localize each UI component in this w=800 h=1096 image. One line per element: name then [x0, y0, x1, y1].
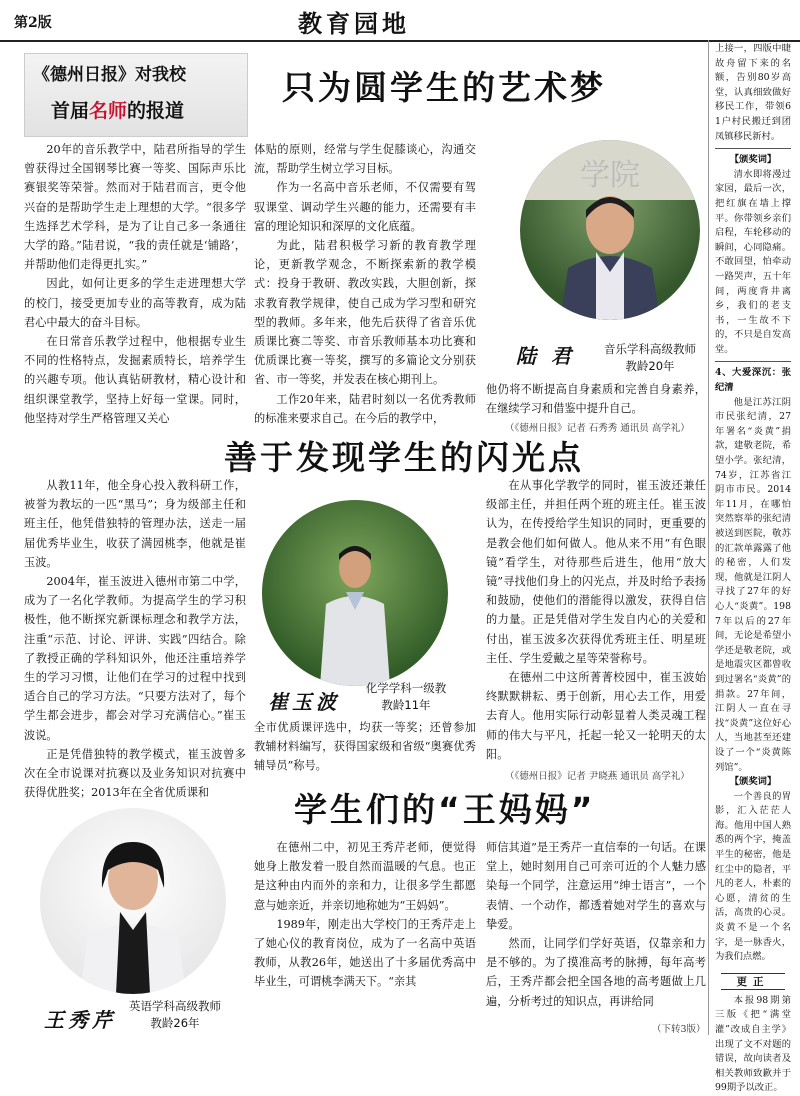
- article1-col1: [24, 140, 246, 428]
- teacher-signature-wangxiuqin: 王秀芹: [44, 1008, 116, 1032]
- award-label: 【颁奖词】: [729, 154, 777, 166]
- continued-note: （下转3版）: [652, 1024, 706, 1035]
- article2-col1: [24, 476, 246, 802]
- teacher-title: 音乐学科高级教师: [604, 342, 696, 356]
- teacher-years: 教龄26年: [150, 1016, 200, 1030]
- paragraph: 为此，陆君积极学习新的教育教学理论，更新教学观念，不断探索新的教学模式：投身于教研、教改实践，大胆创新，探求教育教学规律，使自己成为学习型和研究型的教师。多年来，他先后获得了省音乐优质课比赛二等奖、市音乐教师基本功比赛和优质课比赛一等奖，撰写的多篇论文分别获省、市一等奖，并发表在核心期刊上。: [254, 239, 476, 387]
- paragraph: 在从事化学教学的同时，崔玉波还兼任级部主任，并担任两个班的班主任。崔玉波认为，在传授给学生知识的同时，更重要的是教会他们如何做人。他从来不用“有色眼镜”看学生，对待那些后进生，他用“放大镜”寻找他们身上的闪光点，并及时给予表扬和鼓励，使他们的潜能得以激发，获得自信的力量。正是凭借对学生发自内心的关爱和付出，崔玉波多次获得优秀班主任、明星班主任、学生爱戴之星等荣誉称号。: [486, 479, 706, 665]
- teacher-title: 化学学科一级教: [365, 681, 447, 695]
- article2-col2: [254, 718, 476, 776]
- paragraph: 因此，如何让更多的学生走进理想大学的校门，接受更加专业的高等教育，成为陆君心中最大的奋斗目标。: [24, 277, 246, 329]
- paragraph: 工作20年来，陆君时刻以一名优秀教师的标准来要求自己。在今后的教学中，: [254, 392, 476, 425]
- paragraph: 1989年，刚走出大学校门的王秀芹走上了她心仪的教育岗位，成为了一名高中英语教师，从教26年，她送出了十多届优秀高中毕业生，可谓桃李满天下。“亲其: [254, 917, 476, 989]
- teacher-photo-lujun: [520, 140, 700, 320]
- paragraph: 20年的音乐教学中，陆君所指导的学生曾获得过全国钢琴比赛一等奖、国际声乐比赛银奖等荣誉。然而对于陆君而言，更令他兴奋的是帮助学生走上理想的大学。“很多学生选择艺术学科，是为了让自己多一条通往大学的路。”陆君说，“我的责任就是‘铺路’，并帮助他们走得更扎实。”: [24, 143, 246, 272]
- correction-text: 本报98期第三版《把“满堂灌”改成自主学》出现了文不对题的错误，故向读者及相关教师致歉并于99期予以改正。: [715, 994, 791, 1094]
- teacher-caption-wangxiuqin: [116, 998, 234, 1032]
- article1-col2: [254, 140, 476, 428]
- teacher-caption-lujun: [592, 341, 708, 375]
- divider: [715, 361, 791, 362]
- teacher-title: 英语学科高级教师: [129, 999, 221, 1013]
- page-number: 第2版: [14, 15, 52, 31]
- page-header: [0, 0, 800, 42]
- portrait-illustration: [520, 140, 700, 320]
- article3-title: 学生们的“王妈妈”: [294, 790, 596, 829]
- award-text: 一个善良的胃影，汇入茫茫人海。他用中国人熟悉的两个字，掩盖平生的秘密，他是红尘中的隐者，平凡的老人，朴素的心愿，清贫的生活，高贵的心灵。炎黄不是一个名字，是一脉香火，为我们点燃。: [715, 790, 791, 963]
- article1-credit: （《德州日报》记者 石秀秀 通讯员 高学礼）: [505, 423, 690, 434]
- portrait-illustration: [262, 500, 448, 686]
- section-title: 教育园地: [298, 9, 410, 38]
- sidebar-intro: 上接一，四版中睫故舟留下来的名额，告别80岁高堂，认真细致做好移民工作，带领61户村民搬迁到团凤镇移民新村。: [715, 43, 791, 142]
- paragraph: 在德州二中这所菁菁校园中，崔玉波始终默默耕耘、勇于创新，用心去工作，用爱去育人。他用实际行动彰显着人类灵魂工程师的伟大与平凡，托起一轮又一轮明天的太阳。: [486, 671, 706, 761]
- paragraph: 师信其道”是王秀芹一直信奉的一句话。在课堂上，她时刻用自己可亲可近的个人魅力感染每一个同学，注意运用“绅士语言”，一个表情、一个动作，都透着她对学生的喜欢与挚爱。: [486, 841, 706, 931]
- article1-col3: [486, 380, 706, 418]
- paragraph: 他仍将不断提高自身素质和完善自身素养，在继续学习和借鉴中提升自己。: [486, 383, 706, 416]
- article2-credit: （《德州日报》记者 尹晓燕 通讯员 高学礼）: [505, 771, 690, 782]
- teacher-years: 教龄11年: [381, 698, 431, 712]
- banner-highlight: 名师: [89, 100, 128, 122]
- award-label: 【颁奖词】: [729, 776, 777, 788]
- paragraph: 作为一名高中音乐老师，不仅需要有驾驭课堂、调动学生兴趣的能力，还需要有丰富的理论知识和深厚的文化底蕴。: [254, 181, 476, 233]
- report-banner: [24, 53, 248, 137]
- award-text: 清水即将漫过家园，最后一次，把红旗在墙上撑平。你带领乡亲们启程，车轮移动的瞬间，心同隐痛。不敢回望，怕牵动一路哭声，五十年间，两度背井离乡，我们的老支书，一生故不下的，不只是自发高堂。: [715, 168, 791, 355]
- paragraph: 从教11年，他全身心投入教科研工作，被誉为教坛的一匹“黑马”；身为级部主任和班主任，他凭借独特的管理办法，送走一届届优秀毕业生，收获了满园桃李，他就是崔玉波。: [24, 479, 246, 569]
- paragraph: 全市优质课评选中，均获一等奖；还曾参加教辅材料编写，获得国家级和省级“奥赛优秀辅导员”称号。: [254, 721, 476, 773]
- teacher-signature-lujun: 陆 君: [516, 344, 575, 368]
- article3-col2: [486, 838, 706, 1011]
- sidebar-content: [709, 40, 795, 1096]
- item4-title: 4、大爱深沉：张纪清: [715, 367, 791, 394]
- banner-prefix: 首届: [51, 100, 90, 122]
- paragraph: 体贴的原则，经常与学生促膝谈心，沟通交流，帮助学生树立学习目标。: [254, 143, 476, 176]
- portrait-illustration: [40, 808, 226, 994]
- teacher-photo-wangxiuqin: [40, 808, 226, 994]
- svg-text:学院: 学院: [580, 158, 640, 193]
- paragraph: 2004年，崔玉波进入德州市第二中学，成为了一名化学教师。为提高学生的学习积极性，他不断探究新课标理念和教学方法，注重“示范、讨论、评讲、实践”四结合。除了教授正确的学科知识外，他还注重培养学生的学习习惯，让他们在学习的过程中找到适合自己的学习方法。“只要方法对了，每个学生都会进步，都会对学习充满信心。”崔玉波说。: [24, 575, 246, 742]
- paragraph: 然而，让同学们学好英语，仅靠亲和力是不够的。为了摸准高考的脉搏，每年高考后，王秀芹都会把全国各地的高考题做上几遍，分析考过的知识点，再讲给同: [486, 937, 706, 1008]
- article2-col3: [486, 476, 706, 764]
- item4-text: 他是江苏江阴市民张纪清，27年署名“炎黄”捐款，建敬老院，希望小学。张纪清，74岁，江苏省江阴市市民。2014年11月，在哪怕突然察举的张纪清被送到医院，敬苏的汇款单露露了他的秘密，人们发现，他就是江阴人寻找了27年的好心人“炎黄”。1987年以后的27年间，无论是希望小学还是敬老院，或是地震灾区都曾收到过署名“炎黄”的捐款。27年间，江阴人一直在寻找“炎黄”这位好心人，当地甚至还建设了一个“炎黄陈列馆”。: [715, 396, 791, 773]
- paragraph: 在日常音乐教学过程中，他根据专业生不同的性格特点，发掘素质特长，培养学生的兴趣专项。他认真钻研教材，精心设计和组织课堂教学，坚持上好每一堂课。同时，他坚持对学生严格管理又关心: [24, 335, 246, 425]
- article1-title: 只为圆学生的艺术梦: [282, 68, 606, 107]
- teacher-signature-cuiyubo: 崔玉波: [268, 690, 340, 714]
- correction-title: 更正: [721, 973, 785, 990]
- teacher-years: 教龄20年: [625, 359, 675, 373]
- article3-col1: [254, 838, 476, 992]
- teacher-caption-cuiyubo: [350, 680, 462, 714]
- sidebar-column: [708, 40, 795, 1094]
- banner-line2: [51, 96, 184, 123]
- paragraph: 在德州二中，初见王秀芹老师，便觉得她身上散发着一股自然而温暖的气息。也正是这种由内而外的亲和力，让很多学生都愿意与她亲近，并亲切地称她为“王妈妈”。: [254, 841, 476, 912]
- divider: [715, 148, 791, 149]
- paragraph: 正是凭借独特的教学模式，崔玉波曾多次在全市说课对抗赛以及业务知识对抗赛中获得优胜奖；2013年在全省优质课和: [24, 747, 246, 800]
- banner-suffix: 的报道: [127, 100, 185, 122]
- banner-line1: 《德州日报》对我校: [33, 65, 186, 85]
- article2-title: 善于发现学生的闪光点: [224, 438, 584, 477]
- teacher-photo-cuiyubo: [262, 500, 448, 686]
